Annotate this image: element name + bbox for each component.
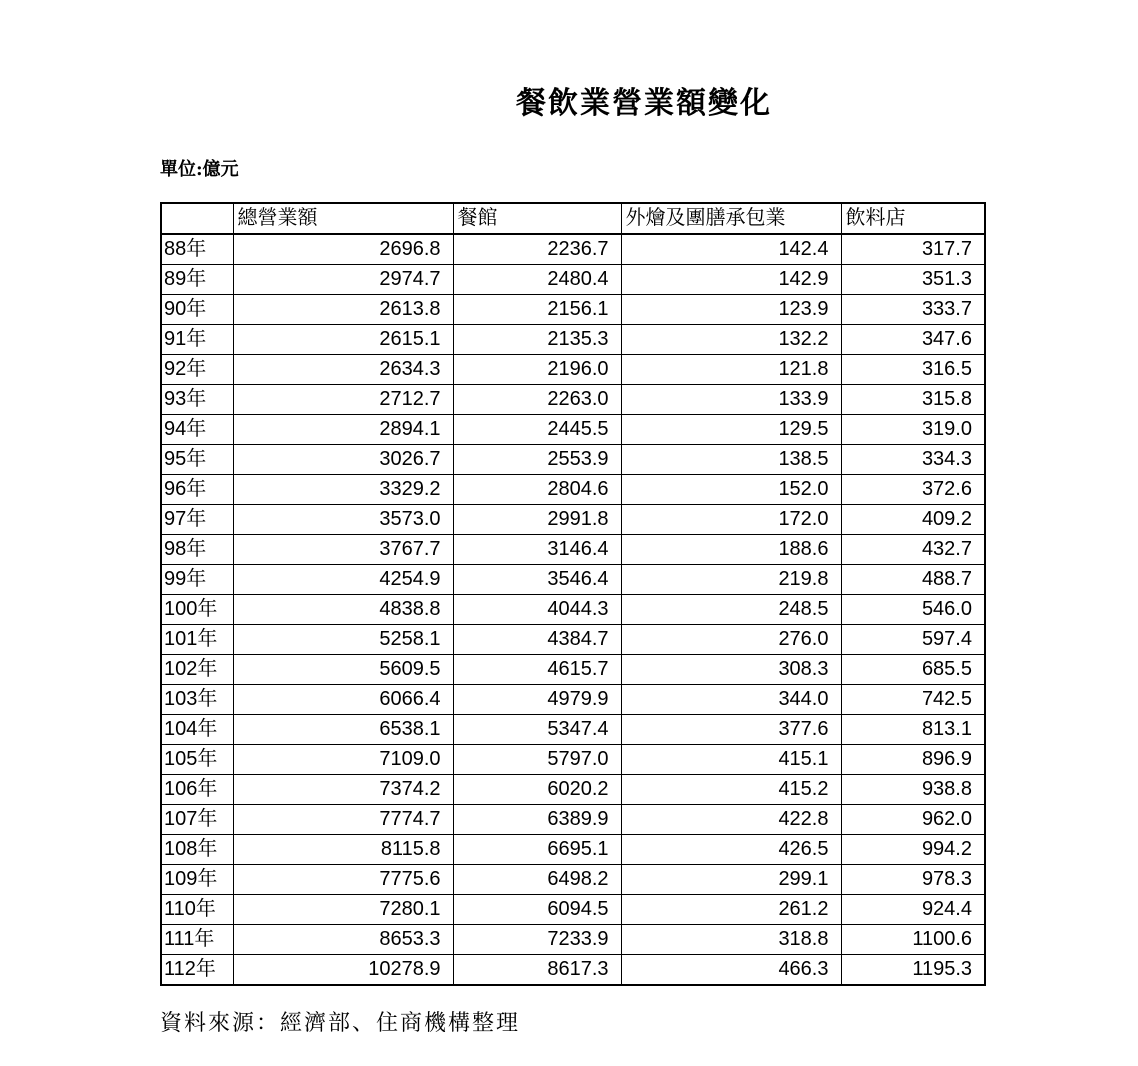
cell-year: 112年: [161, 955, 233, 986]
cell-total-revenue: 5609.5: [233, 655, 453, 685]
cell-year: 89年: [161, 265, 233, 295]
cell-restaurants: 2135.3: [453, 325, 621, 355]
cell-catering: 318.8: [621, 925, 841, 955]
table-row: [161, 445, 985, 475]
cell-total-revenue: 8653.3: [233, 925, 453, 955]
cell-beverage-shops: 994.2: [841, 835, 985, 865]
cell-total-revenue: 7775.6: [233, 865, 453, 895]
cell-restaurants: 2480.4: [453, 265, 621, 295]
cell-beverage-shops: 896.9: [841, 745, 985, 775]
cell-restaurants: 6498.2: [453, 865, 621, 895]
cell-catering: 129.5: [621, 415, 841, 445]
cell-restaurants: 4615.7: [453, 655, 621, 685]
cell-beverage-shops: 813.1: [841, 715, 985, 745]
table-row: [161, 775, 985, 805]
table-row: [161, 234, 985, 265]
cell-catering: 188.6: [621, 535, 841, 565]
cell-catering: 377.6: [621, 715, 841, 745]
cell-total-revenue: 4254.9: [233, 565, 453, 595]
cell-restaurants: 6695.1: [453, 835, 621, 865]
cell-catering: 172.0: [621, 505, 841, 535]
cell-restaurants: 6094.5: [453, 895, 621, 925]
cell-year: 96年: [161, 475, 233, 505]
table-row: [161, 715, 985, 745]
cell-year: 88年: [161, 234, 233, 265]
cell-beverage-shops: 978.3: [841, 865, 985, 895]
table-row: [161, 745, 985, 775]
cell-catering: 219.8: [621, 565, 841, 595]
revenue-table: [160, 202, 986, 986]
table-row: [161, 475, 985, 505]
cell-total-revenue: 7109.0: [233, 745, 453, 775]
cell-beverage-shops: 409.2: [841, 505, 985, 535]
cell-restaurants: 4044.3: [453, 595, 621, 625]
table-row: [161, 415, 985, 445]
cell-catering: 142.9: [621, 265, 841, 295]
cell-beverage-shops: 372.6: [841, 475, 985, 505]
cell-total-revenue: 3767.7: [233, 535, 453, 565]
cell-year: 93年: [161, 385, 233, 415]
table-row: [161, 505, 985, 535]
table-header-row: [161, 203, 985, 234]
cell-restaurants: 3146.4: [453, 535, 621, 565]
cell-catering: 426.5: [621, 835, 841, 865]
cell-beverage-shops: 742.5: [841, 685, 985, 715]
table-body: [161, 234, 985, 985]
cell-year: 101年: [161, 625, 233, 655]
table-row: [161, 565, 985, 595]
cell-total-revenue: 2894.1: [233, 415, 453, 445]
table-row: [161, 265, 985, 295]
cell-beverage-shops: 685.5: [841, 655, 985, 685]
table-row: [161, 925, 985, 955]
cell-total-revenue: 4838.8: [233, 595, 453, 625]
cell-year: 108年: [161, 835, 233, 865]
cell-restaurants: 4979.9: [453, 685, 621, 715]
cell-catering: 261.2: [621, 895, 841, 925]
cell-year: 99年: [161, 565, 233, 595]
cell-total-revenue: 2634.3: [233, 355, 453, 385]
cell-year: 106年: [161, 775, 233, 805]
cell-restaurants: 6020.2: [453, 775, 621, 805]
cell-year: 107年: [161, 805, 233, 835]
cell-year: 100年: [161, 595, 233, 625]
cell-catering: 132.2: [621, 325, 841, 355]
cell-total-revenue: 6538.1: [233, 715, 453, 745]
cell-year: 110年: [161, 895, 233, 925]
cell-year: 105年: [161, 745, 233, 775]
cell-catering: 344.0: [621, 685, 841, 715]
cell-total-revenue: 3026.7: [233, 445, 453, 475]
cell-total-revenue: 7280.1: [233, 895, 453, 925]
cell-catering: 415.2: [621, 775, 841, 805]
cell-total-revenue: 3573.0: [233, 505, 453, 535]
cell-total-revenue: 5258.1: [233, 625, 453, 655]
table-row: [161, 325, 985, 355]
cell-catering: 276.0: [621, 625, 841, 655]
document-title: 餐飲業營業額變化: [516, 86, 772, 121]
cell-restaurants: 2263.0: [453, 385, 621, 415]
cell-total-revenue: 6066.4: [233, 685, 453, 715]
cell-year: 92年: [161, 355, 233, 385]
cell-year: 98年: [161, 535, 233, 565]
cell-restaurants: 4384.7: [453, 625, 621, 655]
cell-total-revenue: 2696.8: [233, 234, 453, 265]
cell-catering: 308.3: [621, 655, 841, 685]
cell-year: 104年: [161, 715, 233, 745]
cell-restaurants: 2156.1: [453, 295, 621, 325]
cell-restaurants: 2553.9: [453, 445, 621, 475]
cell-beverage-shops: 924.4: [841, 895, 985, 925]
header-cell-catering: 外燴及團膳承包業: [621, 203, 841, 234]
cell-total-revenue: 3329.2: [233, 475, 453, 505]
cell-catering: 299.1: [621, 865, 841, 895]
table-row: [161, 685, 985, 715]
table-row: [161, 955, 985, 986]
cell-total-revenue: 7374.2: [233, 775, 453, 805]
cell-year: 109年: [161, 865, 233, 895]
table-row: [161, 655, 985, 685]
table-row: [161, 295, 985, 325]
cell-total-revenue: 10278.9: [233, 955, 453, 986]
cell-beverage-shops: 546.0: [841, 595, 985, 625]
cell-beverage-shops: 962.0: [841, 805, 985, 835]
cell-restaurants: 5797.0: [453, 745, 621, 775]
cell-catering: 121.8: [621, 355, 841, 385]
cell-catering: 152.0: [621, 475, 841, 505]
cell-total-revenue: 2712.7: [233, 385, 453, 415]
cell-total-revenue: 2974.7: [233, 265, 453, 295]
cell-restaurants: 3546.4: [453, 565, 621, 595]
cell-restaurants: 2445.5: [453, 415, 621, 445]
cell-restaurants: 7233.9: [453, 925, 621, 955]
cell-catering: 138.5: [621, 445, 841, 475]
cell-year: 103年: [161, 685, 233, 715]
cell-year: 95年: [161, 445, 233, 475]
cell-total-revenue: 2615.1: [233, 325, 453, 355]
cell-beverage-shops: 1195.3: [841, 955, 985, 986]
header-cell-total-revenue: 總營業額: [233, 203, 453, 234]
header-cell-beverage-shops: 飲料店: [841, 203, 985, 234]
table-row: [161, 595, 985, 625]
cell-catering: 248.5: [621, 595, 841, 625]
cell-catering: 123.9: [621, 295, 841, 325]
cell-year: 94年: [161, 415, 233, 445]
cell-restaurants: 6389.9: [453, 805, 621, 835]
table-row: [161, 805, 985, 835]
cell-catering: 415.1: [621, 745, 841, 775]
cell-total-revenue: 8115.8: [233, 835, 453, 865]
unit-label: 單位:億元: [160, 159, 239, 180]
cell-year: 111年: [161, 925, 233, 955]
cell-beverage-shops: 351.3: [841, 265, 985, 295]
cell-year: 90年: [161, 295, 233, 325]
cell-year: 97年: [161, 505, 233, 535]
cell-catering: 142.4: [621, 234, 841, 265]
cell-beverage-shops: 334.3: [841, 445, 985, 475]
table-row: [161, 895, 985, 925]
cell-total-revenue: 7774.7: [233, 805, 453, 835]
source-note: 資料來源：經濟部、住商機構整理: [160, 1011, 521, 1036]
table-row: [161, 355, 985, 385]
cell-year: 102年: [161, 655, 233, 685]
cell-catering: 466.3: [621, 955, 841, 986]
cell-restaurants: 2804.6: [453, 475, 621, 505]
cell-restaurants: 5347.4: [453, 715, 621, 745]
cell-restaurants: 2236.7: [453, 234, 621, 265]
cell-beverage-shops: 938.8: [841, 775, 985, 805]
header-cell-restaurants: 餐館: [453, 203, 621, 234]
cell-beverage-shops: 315.8: [841, 385, 985, 415]
cell-catering: 422.8: [621, 805, 841, 835]
cell-beverage-shops: 319.0: [841, 415, 985, 445]
table-row: [161, 385, 985, 415]
table-row: [161, 865, 985, 895]
cell-restaurants: 8617.3: [453, 955, 621, 986]
cell-restaurants: 2196.0: [453, 355, 621, 385]
cell-catering: 133.9: [621, 385, 841, 415]
table-row: [161, 535, 985, 565]
cell-beverage-shops: 347.6: [841, 325, 985, 355]
cell-beverage-shops: 333.7: [841, 295, 985, 325]
table-row: [161, 835, 985, 865]
cell-total-revenue: 2613.8: [233, 295, 453, 325]
table-row: [161, 625, 985, 655]
cell-beverage-shops: 488.7: [841, 565, 985, 595]
cell-beverage-shops: 317.7: [841, 234, 985, 265]
header-cell-year: [161, 203, 233, 234]
cell-beverage-shops: 432.7: [841, 535, 985, 565]
cell-beverage-shops: 316.5: [841, 355, 985, 385]
cell-restaurants: 2991.8: [453, 505, 621, 535]
cell-year: 91年: [161, 325, 233, 355]
cell-beverage-shops: 1100.6: [841, 925, 985, 955]
cell-beverage-shops: 597.4: [841, 625, 985, 655]
